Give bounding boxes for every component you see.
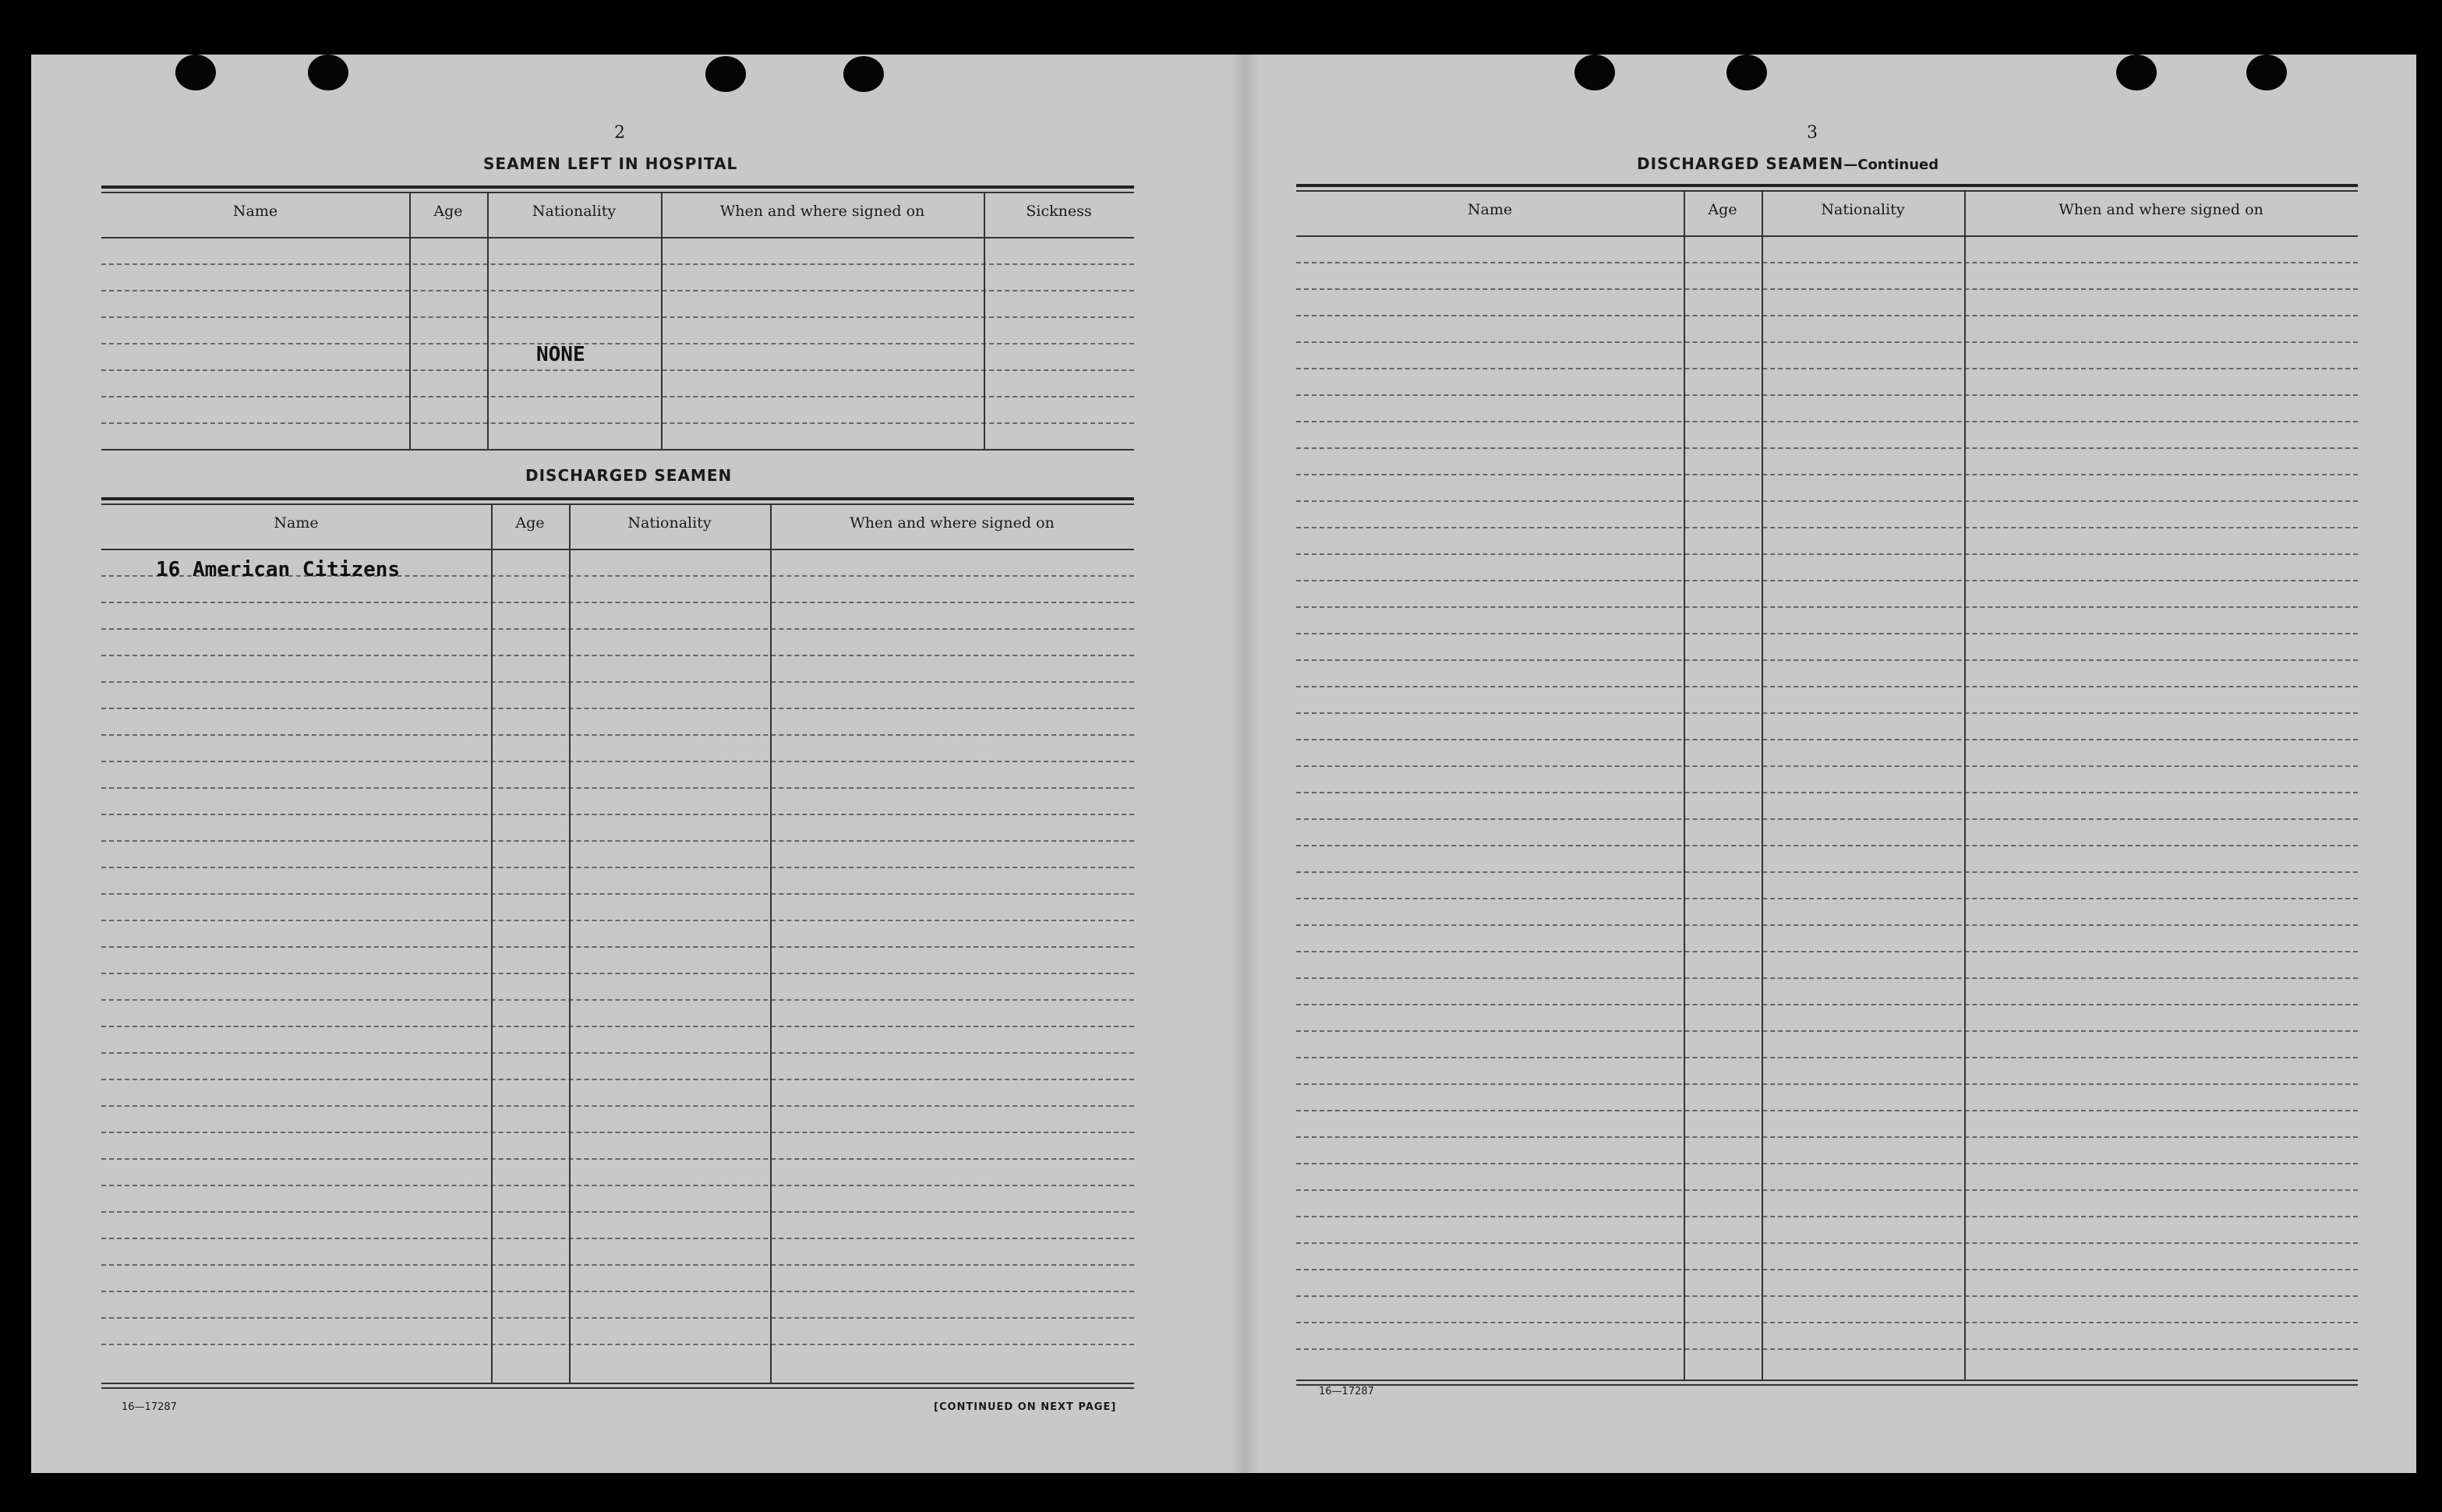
column-header: Age — [433, 203, 463, 220]
discharged-table — [101, 497, 1134, 1394]
page-number: 2 — [614, 123, 625, 143]
column-header: Sickness — [1026, 203, 1092, 220]
form-code: 16—17287 — [122, 1401, 177, 1413]
hospital-section-title: SEAMEN LEFT IN HOSPITAL — [483, 154, 738, 173]
section-title-suffix: —Continued — [1843, 157, 1939, 173]
column-header: When and where signed on — [2059, 201, 2264, 218]
column-header: Name — [1467, 201, 1513, 218]
page-number: 3 — [1807, 123, 1818, 143]
punch-hole — [843, 56, 884, 92]
column-header: Name — [232, 203, 278, 220]
punch-hole — [705, 56, 746, 92]
hospital-entry: NONE — [536, 343, 585, 366]
section-title: DISCHARGED SEAMEN — [1637, 154, 1844, 173]
hospital-table — [101, 185, 1134, 450]
page-gutter — [1232, 55, 1260, 1473]
discharged-entry: 16 American Citizens — [156, 558, 401, 581]
discharged-continued-table — [1296, 184, 2358, 1400]
column-header: When and where signed on — [719, 203, 925, 220]
column-header: Age — [1708, 201, 1737, 218]
punch-hole — [1574, 55, 1615, 90]
column-header: Nationality — [532, 203, 617, 220]
column-header: Age — [515, 514, 545, 532]
form-code: 16—17287 — [1319, 1386, 1374, 1397]
column-header: When and where signed on — [850, 514, 1055, 532]
punch-hole — [2246, 55, 2287, 90]
column-header: Nationality — [627, 514, 712, 532]
column-header: Name — [274, 514, 319, 532]
document-sheet — [31, 55, 2416, 1473]
punch-hole — [1726, 55, 1767, 90]
punch-hole — [2116, 55, 2157, 90]
continued-note: [CONTINUED ON NEXT PAGE] — [934, 1401, 1117, 1413]
discharged-continued-title — [1637, 154, 1938, 173]
punch-hole — [308, 55, 348, 90]
discharged-section-title: DISCHARGED SEAMEN — [525, 466, 733, 485]
punch-hole — [175, 55, 216, 90]
column-header: Nationality — [1821, 201, 1905, 218]
